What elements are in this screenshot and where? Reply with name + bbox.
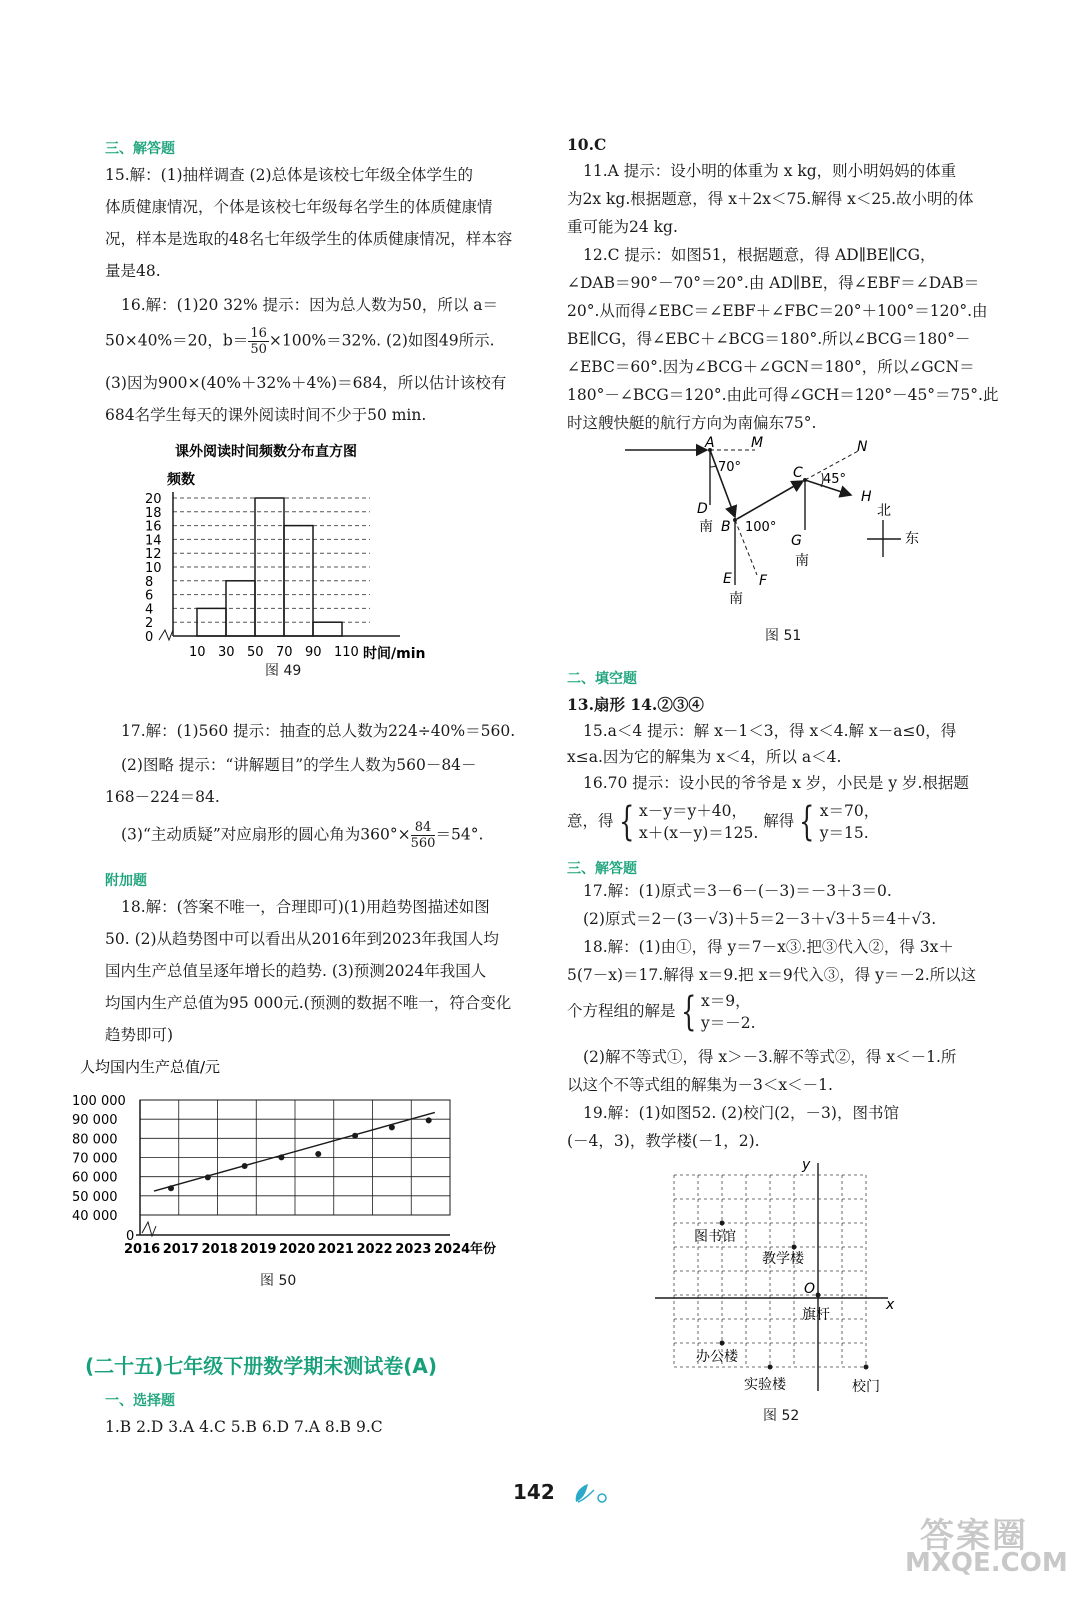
- q16-line: 16.70 提示：设小民的爷爷是 x 岁，小民是 y 岁.根据题: [583, 774, 969, 792]
- choice-answers: 1.B 2.D 3.A 4.C 5.B 6.D 7.A 8.B 9.C: [105, 1418, 383, 1436]
- y-axis-label: y: [802, 1157, 811, 1173]
- q16-line: 684名学生每天的课外阅读时间不少于50 min.: [105, 406, 427, 424]
- q19-line: (－4，3)，教学楼(－1，2).: [567, 1132, 760, 1150]
- label-d: D: [697, 501, 708, 517]
- x-tick-label: 2019: [240, 1242, 277, 1257]
- q16-line: (3)因为900×(40%＋32%＋4%)＝684，所以估计该校有: [105, 374, 507, 392]
- y-tick-label: 20: [145, 492, 162, 507]
- x-tick-label: 50: [247, 645, 264, 660]
- section-heading-answer: 三、解答题: [567, 861, 637, 877]
- equation-system: [639, 800, 758, 844]
- q18-line: 18.解：(答案不唯一，合理即可)(1)用趋势图描述如图: [121, 898, 490, 916]
- x-tick-label: 10: [189, 645, 206, 660]
- y-tick-label: 70 000: [72, 1151, 118, 1167]
- q13-14-line: 13.扇形 14.②③④: [567, 695, 704, 714]
- location-point: [864, 1365, 869, 1370]
- y-tick-label: 2: [145, 616, 154, 632]
- south-label: 南: [795, 553, 809, 569]
- q15-line: 15.a＜4 提示：解 x－1＜3，得 x＜4.解 x－a≤0，得: [583, 722, 957, 740]
- angle-45-label: 45°: [823, 472, 847, 487]
- solution-system: [701, 990, 756, 1034]
- section-heading-answer: 三、解答题: [105, 141, 175, 157]
- location-point: [768, 1365, 773, 1370]
- x-tick-label: 110: [334, 645, 359, 660]
- x-tick-label: 2020: [279, 1242, 316, 1257]
- compass-east-label: 东: [905, 531, 919, 547]
- chart-title: 课外阅读时间频数分布直方图: [175, 444, 357, 460]
- y-tick-label: 18: [145, 505, 162, 521]
- fraction: [248, 326, 269, 357]
- direction-diagram: [615, 435, 945, 620]
- data-point: [389, 1124, 395, 1130]
- test-title: (二十五)七年级下册数学期末测试卷(A): [85, 1354, 438, 1378]
- histogram-bar: [313, 622, 342, 636]
- brace: {: [799, 799, 815, 845]
- y-axis-label: 人均国内生产总值/元: [80, 1058, 221, 1076]
- coordinate-grid-map: [650, 1155, 910, 1395]
- y-tick-label: 40 000: [72, 1209, 118, 1224]
- location-label: 校门: [852, 1379, 880, 1395]
- q16-line: 16.解：(1)20 32% 提示：因为总人数为50，所以 a＝: [121, 296, 499, 314]
- south-label: 南: [729, 591, 743, 607]
- system-row: y＝－2.: [700, 1014, 756, 1032]
- q18-text-a: 个方程组的解是: [567, 1002, 676, 1020]
- brace: {: [680, 989, 696, 1035]
- histogram-chart: [145, 440, 445, 665]
- q17-line: (2)原式＝2－(3－√3)＋5＝2－3＋√3＋5＝4＋√3.: [583, 910, 937, 928]
- brace: {: [618, 799, 634, 845]
- y-tick-label: 12: [145, 547, 162, 563]
- data-point: [315, 1151, 321, 1157]
- q17-text-a: (3)“主动质疑”对应扇形的圆心角为360°×: [121, 825, 411, 844]
- q11-line: 11.A 提示：设小明的体重为 x kg，则小明妈妈的体重: [583, 162, 957, 180]
- x-tick-label: 2018: [201, 1242, 238, 1257]
- data-point: [168, 1185, 174, 1191]
- q17-text-b: ＝54°.: [435, 825, 484, 844]
- q17-line: 168－224＝84.: [105, 788, 220, 806]
- y-tick-label: 4: [145, 602, 154, 618]
- q12-line: 12.C 提示：如图51，根据题意，得 AD∥BE∥CG，: [583, 246, 936, 264]
- data-point: [278, 1154, 284, 1160]
- q11-line: 为2x kg.根据题意，得 x＋2x＜75.解得 x＜25.故小明的体: [567, 190, 974, 208]
- label-g: G: [791, 533, 802, 549]
- point-c: [803, 478, 807, 482]
- leaf-ornament-icon: [572, 1482, 612, 1506]
- label-c: C: [793, 465, 803, 481]
- y-axis-label: 频数: [167, 472, 195, 488]
- y-tick-label: 0: [126, 1229, 135, 1244]
- y-tick-label: 16: [145, 519, 162, 535]
- q12-line: BE∥CG，得∠EBC＋∠BCG＝180°.所以∠BCG＝180°－: [567, 330, 971, 348]
- location-label: 旗杆: [802, 1307, 830, 1323]
- x-tick-label: 2021: [317, 1242, 354, 1257]
- origin-label: O: [804, 1281, 816, 1297]
- south-label: 南: [699, 519, 713, 535]
- y-tick-label: 90 000: [72, 1113, 118, 1129]
- q18-line: 趋势即可): [105, 1026, 174, 1044]
- q18-line: (2)解不等式①，得 x＞－3.解不等式②，得 x＜－1.所: [583, 1048, 957, 1066]
- angle-70-label: 70°: [718, 460, 742, 475]
- fig51-caption: 图 51: [765, 628, 802, 644]
- y-tick-label: 8: [145, 574, 154, 590]
- axis-break-icon: [159, 630, 173, 640]
- system-row: x＝70，: [819, 802, 880, 820]
- location-point: [792, 1245, 797, 1250]
- y-tick-label: 14: [145, 533, 162, 549]
- axis-break-icon: [142, 1222, 156, 1236]
- location-point: [816, 1293, 821, 1298]
- q15-line: 况，样本是选取的48名七年级学生的体质健康情况，样本容: [105, 230, 513, 248]
- fraction-numerator: 16: [250, 326, 267, 341]
- q18-line: 50. (2)从趋势图中可以看出从2016年到2023年我国人均: [105, 930, 499, 948]
- y-tick-label: 0: [145, 630, 154, 645]
- q17-line-fraction: [121, 820, 483, 851]
- x-tick-label: 2024: [434, 1242, 471, 1257]
- x-tick-label: 2017: [162, 1242, 199, 1257]
- fraction-numerator: 84: [411, 820, 436, 836]
- y-tick-label: 60 000: [72, 1170, 118, 1186]
- system-row: x－y＝y＋40，: [638, 802, 747, 820]
- point-b: [733, 518, 737, 522]
- x-tick-label: 2016: [124, 1242, 161, 1257]
- x-axis-label: 年份: [470, 1242, 497, 1257]
- q11-line: 重可能为24 kg.: [567, 218, 678, 236]
- x-axis-label: x: [886, 1297, 895, 1313]
- path-segment: [737, 481, 803, 519]
- angle-100-label: 100°: [745, 520, 777, 535]
- fraction-denominator: 50: [250, 342, 267, 357]
- q12-line: ∠DAB＝90°－70°＝20°.由 AD∥BE，得∠EBF＝∠DAB＝: [567, 274, 980, 292]
- data-point: [205, 1174, 211, 1180]
- label-h: H: [861, 489, 872, 505]
- q10-line: 10.C: [567, 135, 607, 154]
- label-b: B: [721, 519, 731, 535]
- compass-north-label: 北: [877, 503, 891, 519]
- section-heading-fill: 二、填空题: [567, 671, 637, 687]
- q17-line: 17.解：(1)560 提示：抽查的总人数为224÷40%＝560.: [121, 722, 516, 740]
- trend-line-chart: [70, 1050, 520, 1265]
- system-row: x＝9，: [700, 992, 751, 1010]
- label-e: E: [723, 571, 732, 587]
- q15-line: 15.解：(1)抽样调查 (2)总体是该校七年级全体学生的: [105, 166, 473, 184]
- q18-line: 5(7－x)＝17.解得 x＝9.把 x＝9代入③，得 y＝－2.所以这: [567, 966, 977, 984]
- x-tick-label: 30: [218, 645, 235, 660]
- watermark-logo: 答案圈: [920, 1516, 1028, 1556]
- q18-line: 均国内生产总值为95 000元.(预测的数据不唯一，符合变化: [105, 994, 512, 1012]
- x-tick-label: 70: [276, 645, 293, 660]
- q12-line: 180°－∠BCG＝120°.由此可得∠GCH＝120°－45°＝75°.此: [567, 386, 999, 404]
- q17-line: 17.解：(1)原式＝3－6－(－3)＝－3＋3＝0.: [583, 882, 892, 900]
- q16-text-b: 解得: [763, 812, 795, 830]
- q19-line: 19.解：(1)如图52. (2)校门(2，－3)，图书馆: [583, 1104, 899, 1122]
- data-point: [352, 1133, 358, 1139]
- fraction-denominator: 560: [410, 836, 436, 851]
- y-tick-label: 50 000: [72, 1189, 118, 1205]
- q16-text-a: 意，得: [567, 812, 614, 830]
- q15-line: 量是48.: [105, 262, 161, 280]
- system-row: x＋(x－y)＝125.: [638, 824, 759, 842]
- label-f: F: [759, 573, 768, 589]
- fig50-caption: 图 50: [260, 1273, 297, 1289]
- watermark-url: MXQE.COM: [905, 1548, 1068, 1578]
- q12-line: 时这艘快艇的航行方向为南偏东75°.: [567, 414, 817, 432]
- x-tick-label: 90: [305, 645, 322, 660]
- label-a: A: [705, 435, 715, 451]
- q18-line-system: [567, 990, 756, 1034]
- y-tick-label: 10: [145, 561, 162, 576]
- fig52-caption: 图 52: [763, 1408, 800, 1424]
- section-heading-extra: 附加题: [105, 873, 147, 889]
- location-label: 教学楼: [762, 1251, 804, 1267]
- system-row: y＝15.: [819, 824, 869, 842]
- q18-line: 以这个不等式组的解集为－3＜x＜－1.: [567, 1076, 833, 1094]
- q17-line: (2)图略 提示：“讲解题目”的学生人数为560－84－: [121, 756, 477, 774]
- q16-text-b: ×100%＝32%. (2)如图49所示.: [268, 331, 495, 350]
- location-label: 实验楼: [744, 1377, 786, 1393]
- data-point: [242, 1163, 248, 1169]
- q12-line: ∠EBC＝60°.因为∠BCG＋∠GCN＝180°，所以∠GCN＝: [567, 358, 975, 376]
- page-number: 142: [513, 1480, 555, 1504]
- x-tick-label: 2023: [395, 1242, 432, 1257]
- y-tick-label: 6: [145, 588, 154, 604]
- q16-line-systems: [567, 800, 879, 844]
- fig49-caption: 图 49: [265, 663, 302, 679]
- section-heading-choice: 一、选择题: [105, 1393, 175, 1409]
- q15-line: 体质健康情况，个体是该校七年级每名学生的体质健康情: [105, 198, 493, 216]
- location-label: 办公楼: [696, 1349, 738, 1365]
- q15-line: x≤a.因为它的解集为 x＜4，所以 a＜4.: [567, 748, 842, 766]
- label-m: M: [751, 435, 764, 451]
- q12-line: 20°.从而得∠EBC＝∠EBF＋∠FBC＝20°＋100°＝120°.由: [567, 302, 988, 320]
- label-n: N: [857, 439, 868, 455]
- trend-line: [154, 1112, 435, 1191]
- data-point: [426, 1117, 432, 1123]
- q18-line: 18.解：(1)由①，得 y＝7－x③.把③代入②，得 3x＋: [583, 938, 954, 956]
- q18-line: 国内生产总值呈逐年增长的趋势. (3)预测2024年我国人: [105, 962, 487, 980]
- location-point: [720, 1221, 725, 1226]
- solution-system: [820, 800, 879, 844]
- fraction: [411, 820, 436, 851]
- y-tick-label: 100 000: [72, 1094, 126, 1109]
- x-tick-label: 2022: [356, 1242, 393, 1257]
- x-axis-label: 时间/min: [363, 646, 426, 662]
- y-tick-label: 80 000: [72, 1132, 118, 1148]
- q16-text-a: 50×40%＝20，b＝: [105, 331, 249, 350]
- q16-line-fraction: [105, 326, 495, 357]
- angle-arc: [710, 466, 716, 467]
- location-point: [720, 1341, 725, 1346]
- location-label: 图书馆: [694, 1229, 736, 1245]
